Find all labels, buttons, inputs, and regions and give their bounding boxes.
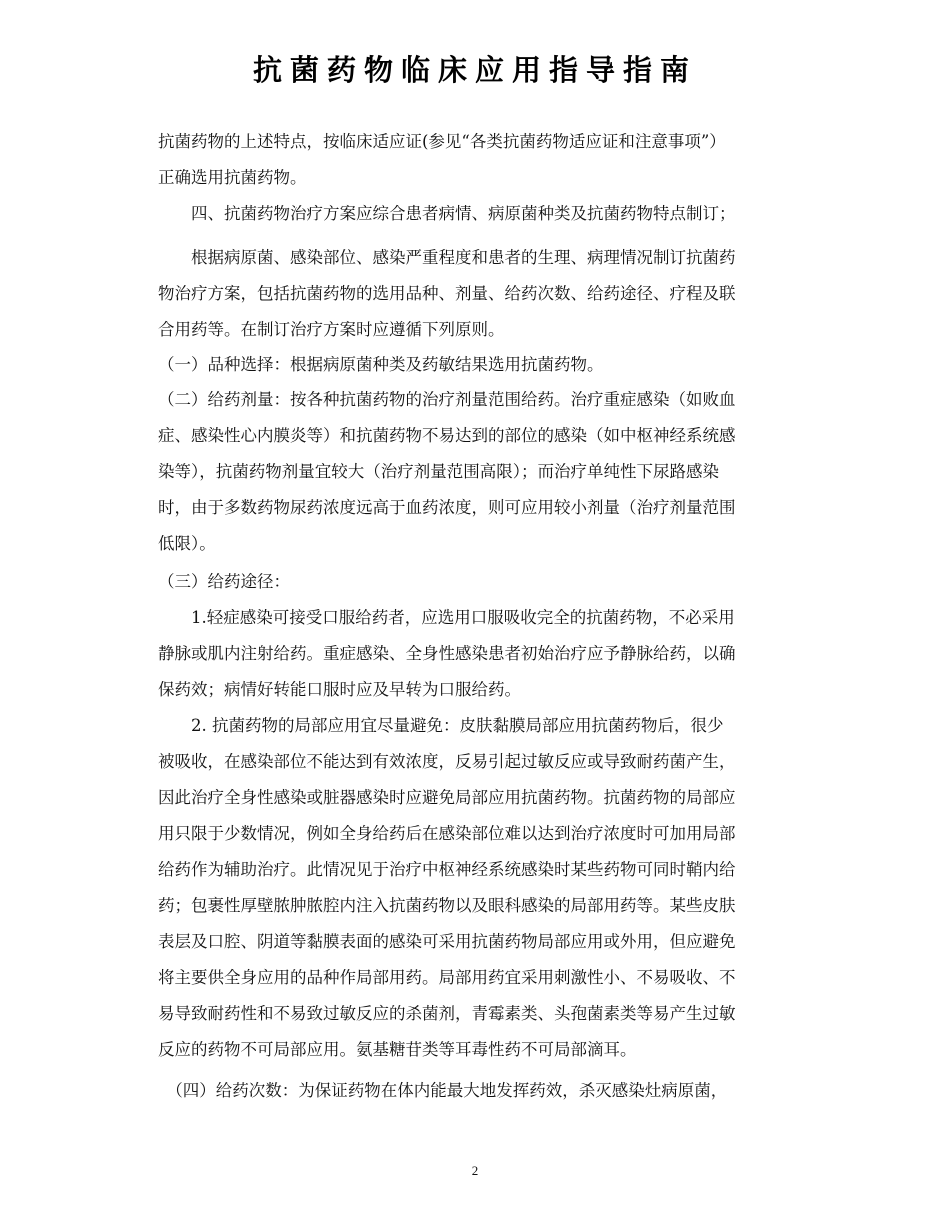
text-line: 给药作为辅助治疗。此情况见于治疗中枢神经系统感染时某些药物可同时鞘内给: [158, 860, 736, 879]
text-line: 物治疗方案，包括抗菌药物的选用品种、剂量、给药次数、给药途径、疗程及联: [158, 284, 736, 303]
paragraph-route-local: [158, 708, 808, 1068]
section-heading-four: [158, 196, 808, 232]
text-line: 1.轻症感染可接受口服给药者，应选用口服吸收完全的抗菌药物，不必采用: [158, 608, 735, 627]
text-line: 2. 抗菌药物的局部应用宜尽量避免：皮肤黏膜局部应用抗菌药物后，很少: [158, 716, 724, 735]
page-number: 2: [471, 1163, 479, 1178]
text-line: 症、感染性心内膜炎等）和抗菌药物不易达到的部位的感染（如中枢神经系统感: [158, 426, 736, 445]
text-line: 根据病原菌、感染部位、感染严重程度和患者的生理、病理情况制订抗菌药: [158, 248, 736, 267]
paragraph-drug-selection: [158, 347, 808, 383]
paragraph-antibacterial-features: [158, 124, 808, 196]
paragraph-route-oral: [158, 600, 808, 708]
page-title: 抗菌药物临床应用指导指南: [252, 53, 697, 87]
paragraph-treatment-plan: [158, 240, 808, 348]
text-line: 时，由于多数药物尿药浓度远高于血药浓度，则可应用较小剂量（治疗剂量范围: [158, 498, 736, 517]
text-line: 反应的药物不可局部应用。氨基糖苷类等耳毒性药不可局部滴耳。: [158, 1040, 637, 1059]
text-line: 静脉或肌内注射给药。重症感染、全身性感染患者初始治疗应予静脉给药，以确: [158, 644, 736, 663]
text-line: 用只限于少数情况，例如全身给药后在感染部位难以达到治疗浓度时可加用局部: [158, 824, 736, 843]
text-line: 因此治疗全身性感染或脏器感染时应避免局部应用抗菌药物。抗菌药物的局部应: [158, 788, 736, 807]
text-line: （四）给药次数：为保证药物在体内能最大地发挥药效，杀灭感染灶病原菌，: [158, 1081, 728, 1100]
text-line: 四、抗菌药物治疗方案应综合患者病情、病原菌种类及抗菌药物特点制订；: [158, 204, 736, 223]
text-line: （三）给药途径：: [158, 572, 290, 591]
text-line: 易导致耐药性和不易致过敏反应的杀菌剂，青霉素类、头孢菌素类等易产生过敏: [158, 1004, 736, 1023]
paragraph-dosage: [158, 382, 808, 562]
text-line: （二）给药剂量：按各种抗菌药物的治疗剂量范围给药。治疗重症感染（如败血: [158, 390, 736, 409]
text-line: 抗菌药物的上述特点，按临床适应证(参见“各类抗菌药物适应证和注意事项”）: [158, 132, 726, 151]
text-line: 合用药等。在制订治疗方案时应遵循下列原则。: [158, 320, 505, 339]
text-line: 药；包裹性厚壁脓肿脓腔内注入抗菌药物以及眼科感染的局部用药等。某些皮肤: [158, 896, 736, 915]
text-line: 正确选用抗菌药物。: [158, 168, 307, 187]
text-line: 表层及口腔、阴道等黏膜表面的感染可采用抗菌药物局部应用或外用，但应避免: [158, 932, 736, 951]
text-line: 将主要供全身应用的品种作局部用药。局部用药宜采用刺激性小、不易吸收、不: [158, 968, 736, 987]
text-line: 染等），抗菌药物剂量宜较大（治疗剂量范围高限）；而治疗单纯性下尿路感染: [158, 462, 719, 481]
paragraph-dosing-frequency: [158, 1073, 808, 1109]
text-line: 保药效；病情好转能口服时应及早转为口服给药。: [158, 680, 521, 699]
text-line: 被吸收，在感染部位不能达到有效浓度，反易引起过敏反应或导致耐药菌产生，: [158, 752, 736, 771]
text-line: （一）品种选择：根据病原菌种类及药敏结果选用抗菌药物。: [158, 355, 604, 374]
paragraph-route-heading: [158, 564, 808, 600]
text-line: 低限）。: [158, 534, 216, 553]
